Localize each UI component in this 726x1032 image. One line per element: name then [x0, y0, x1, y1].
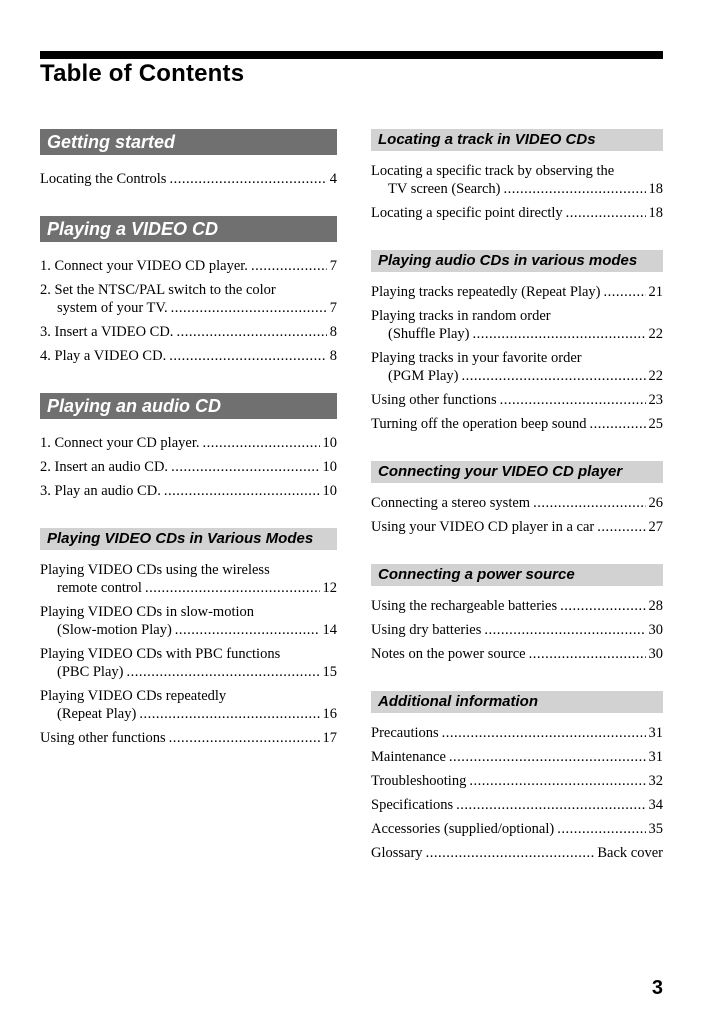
- toc-entry[interactable]: [40, 323, 337, 341]
- section-heading: Locating a track in VIDEO CDs: [371, 129, 663, 151]
- dot-leader: [529, 645, 646, 663]
- toc-entry-label: Using dry batteries: [371, 622, 482, 638]
- toc-entry-label: Notes on the power source: [371, 646, 526, 662]
- toc-entry-label: Playing tracks in your favorite order: [371, 350, 582, 366]
- toc-entry[interactable]: [40, 458, 337, 476]
- dot-leader: [557, 820, 645, 838]
- section-heading: Connecting a power source: [371, 564, 663, 586]
- section-heading: Playing a VIDEO CD: [40, 216, 337, 242]
- dot-leader: [566, 204, 646, 222]
- dot-leader: [597, 518, 645, 536]
- toc-entry-label: remote control: [57, 580, 142, 596]
- toc-entry[interactable]: [40, 561, 337, 597]
- toc-entry-page: 18: [648, 205, 663, 221]
- toc-entry[interactable]: [40, 482, 337, 500]
- toc-entry-label: Using other functions: [40, 730, 166, 746]
- toc-entry-page: 22: [648, 368, 663, 384]
- toc-entry-page: 27: [648, 519, 663, 535]
- toc-entry-label: (Shuffle Play): [388, 326, 470, 342]
- toc-entry-page: 14: [322, 622, 337, 638]
- toc-entry-label: Maintenance: [371, 749, 446, 765]
- toc-entry[interactable]: [371, 844, 663, 862]
- dot-leader: [171, 299, 327, 317]
- dot-leader: [469, 772, 645, 790]
- toc-entry-label: Locating a specific track by observing the: [371, 163, 615, 179]
- dot-leader: [533, 494, 645, 512]
- toc-entry-label: 2. Insert an audio CD.: [40, 459, 169, 475]
- toc-entry-page: 15: [322, 664, 337, 680]
- toc-entry-label: (Slow-motion Play): [57, 622, 172, 638]
- toc-entry[interactable]: [371, 204, 663, 222]
- toc-entry-label: Turning off the operation beep sound: [371, 416, 587, 432]
- toc-entry-label: Locating a specific point directly: [371, 205, 563, 221]
- toc-entry-page: 7: [329, 300, 337, 316]
- toc-entry-label: Locating the Controls: [40, 171, 167, 187]
- toc-entry[interactable]: [40, 347, 337, 365]
- toc-entry-label: Playing tracks repeatedly (Repeat Play): [371, 284, 601, 300]
- toc-entry-label: Connecting a stereo system: [371, 495, 531, 511]
- toc-entry-page: 8: [329, 324, 337, 340]
- dot-leader: [604, 283, 646, 301]
- dot-leader: [175, 621, 320, 639]
- dot-leader: [484, 621, 645, 639]
- toc-entry[interactable]: [40, 281, 337, 317]
- toc-entry-page: 30: [648, 646, 663, 662]
- toc-section-connecting-your-video-cd-player: [371, 461, 663, 536]
- dot-leader: [503, 180, 645, 198]
- toc-entry[interactable]: [371, 162, 663, 198]
- toc-entry[interactable]: [371, 645, 663, 663]
- toc-section-playing-a-video-cd: [40, 216, 337, 365]
- toc-section-playing-an-audio-cd: [40, 393, 337, 500]
- toc-entry[interactable]: [371, 597, 663, 615]
- dot-leader: [473, 325, 646, 343]
- dot-leader: [251, 257, 327, 275]
- toc-section-getting-started: [40, 129, 337, 188]
- toc-entry-page: 18: [648, 181, 663, 197]
- toc-entry-label: 4. Play a VIDEO CD.: [40, 348, 167, 364]
- toc-entry[interactable]: [371, 820, 663, 838]
- toc-entry-label: Playing VIDEO CDs using the wireless: [40, 562, 270, 578]
- toc-entry-label: Glossary: [371, 845, 423, 861]
- toc-entry-label: (Repeat Play): [57, 706, 137, 722]
- dot-leader: [139, 705, 319, 723]
- toc-entry-page: 17: [322, 730, 337, 746]
- toc-entry-label: Using other functions: [371, 392, 497, 408]
- toc-entry-label: (PBC Play): [57, 664, 124, 680]
- toc-entry-page: 10: [322, 483, 337, 499]
- toc-entry[interactable]: [40, 687, 337, 723]
- toc-column-left: [40, 129, 337, 775]
- toc-entry-page: 8: [329, 348, 337, 364]
- toc-entry-page: 16: [322, 706, 337, 722]
- toc-entry-label: 3. Insert a VIDEO CD.: [40, 324, 174, 340]
- dot-leader: [176, 323, 326, 341]
- section-heading: Playing audio CDs in various modes: [371, 250, 663, 272]
- toc-entry-label: Playing VIDEO CDs repeatedly: [40, 688, 227, 704]
- toc-entry-page: 30: [648, 622, 663, 638]
- dot-leader: [202, 434, 319, 452]
- toc-entry[interactable]: [371, 724, 663, 742]
- toc-entry-page: 22: [648, 326, 663, 342]
- toc-section-locating-a-track-in-video-cds: [371, 129, 663, 222]
- section-heading: Connecting your VIDEO CD player: [371, 461, 663, 483]
- dot-leader: [462, 367, 646, 385]
- dot-leader: [169, 729, 320, 747]
- toc-entry-page: 25: [648, 416, 663, 432]
- toc-entry-label: Using the rechargeable batteries: [371, 598, 558, 614]
- toc-entry[interactable]: [371, 796, 663, 814]
- toc-entry[interactable]: [371, 494, 663, 512]
- toc-column-right: [371, 129, 663, 890]
- toc-entry-label: Troubleshooting: [371, 773, 467, 789]
- dot-leader: [456, 796, 645, 814]
- toc-entry[interactable]: [371, 621, 663, 639]
- toc-entry-page: 12: [322, 580, 337, 596]
- toc-entry-label: 1. Connect your CD player.: [40, 435, 200, 451]
- toc-entry[interactable]: [40, 645, 337, 681]
- toc-entry-page: 26: [648, 495, 663, 511]
- dot-leader: [560, 597, 645, 615]
- toc-entry[interactable]: [40, 729, 337, 747]
- section-heading: Playing VIDEO CDs in Various Modes: [40, 528, 337, 550]
- toc-entry-label: Precautions: [371, 725, 439, 741]
- toc-entry-label: Accessories (supplied/optional): [371, 821, 555, 837]
- toc-entry-page: 31: [648, 725, 663, 741]
- toc-entry-label: Playing VIDEO CDs with PBC functions: [40, 646, 281, 662]
- dot-leader: [126, 663, 319, 681]
- page-number: 3: [651, 977, 663, 999]
- toc-entry-label: 3. Play an audio CD.: [40, 483, 161, 499]
- toc-entry[interactable]: [40, 170, 337, 188]
- dot-leader: [171, 458, 319, 476]
- toc-entry[interactable]: [371, 518, 663, 536]
- toc-entry-page: 7: [329, 258, 337, 274]
- toc-entry-label: 1. Connect your VIDEO CD player.: [40, 258, 248, 274]
- toc-section-playing-video-cds-in-various-modes: [40, 528, 337, 747]
- toc-entry-label: Using your VIDEO CD player in a car: [371, 519, 595, 535]
- toc-entry[interactable]: [371, 748, 663, 766]
- toc-entry[interactable]: [40, 257, 337, 275]
- section-heading: Playing an audio CD: [40, 393, 337, 419]
- toc-entry[interactable]: [371, 415, 663, 433]
- section-heading: Additional information: [371, 691, 663, 713]
- toc-entry[interactable]: [371, 283, 663, 301]
- toc-entry-page: 23: [648, 392, 663, 408]
- dot-leader: [426, 844, 595, 862]
- toc-entry-page: 35: [648, 821, 663, 837]
- dot-leader: [169, 347, 327, 365]
- dot-leader: [442, 724, 646, 742]
- toc-entry[interactable]: [40, 603, 337, 639]
- toc-section-playing-audio-cds-in-various-modes: [371, 250, 663, 433]
- toc-entry-label: Playing VIDEO CDs in slow-motion: [40, 604, 255, 620]
- toc-section-connecting-a-power-source: [371, 564, 663, 663]
- toc-section-additional-information: [371, 691, 663, 862]
- dot-leader: [164, 482, 320, 500]
- toc-entry[interactable]: [40, 434, 337, 452]
- toc-entry[interactable]: [371, 772, 663, 790]
- toc-entry[interactable]: [371, 349, 663, 385]
- dot-leader: [169, 170, 326, 188]
- toc-entry-page: 31: [648, 749, 663, 765]
- dot-leader: [449, 748, 646, 766]
- toc-entry-label: TV screen (Search): [388, 181, 501, 197]
- dot-leader: [145, 579, 320, 597]
- toc-entry-page: 32: [648, 773, 663, 789]
- section-heading: Getting started: [40, 129, 337, 155]
- dot-leader: [589, 415, 645, 433]
- toc-entry-page: 10: [322, 459, 337, 475]
- toc-entry[interactable]: [371, 391, 663, 409]
- toc-entry-label: (PGM Play): [388, 368, 459, 384]
- toc-entry-page: Back cover: [597, 845, 663, 861]
- toc-entry-page: 28: [648, 598, 663, 614]
- toc-entry-label: 2. Set the NTSC/PAL switch to the color: [40, 282, 276, 298]
- dot-leader: [500, 391, 646, 409]
- top-rule: [40, 51, 663, 59]
- toc-entry-label: system of your TV.: [57, 300, 168, 316]
- toc-entry[interactable]: [371, 307, 663, 343]
- toc-entry-page: 34: [648, 797, 663, 813]
- toc-entry-page: 4: [329, 171, 337, 187]
- toc-entry-page: 10: [322, 435, 337, 451]
- toc-entry-label: Specifications: [371, 797, 454, 813]
- toc-entry-page: 21: [648, 284, 663, 300]
- toc-entry-label: Playing tracks in random order: [371, 308, 551, 324]
- page-title: Table of Contents: [40, 60, 245, 87]
